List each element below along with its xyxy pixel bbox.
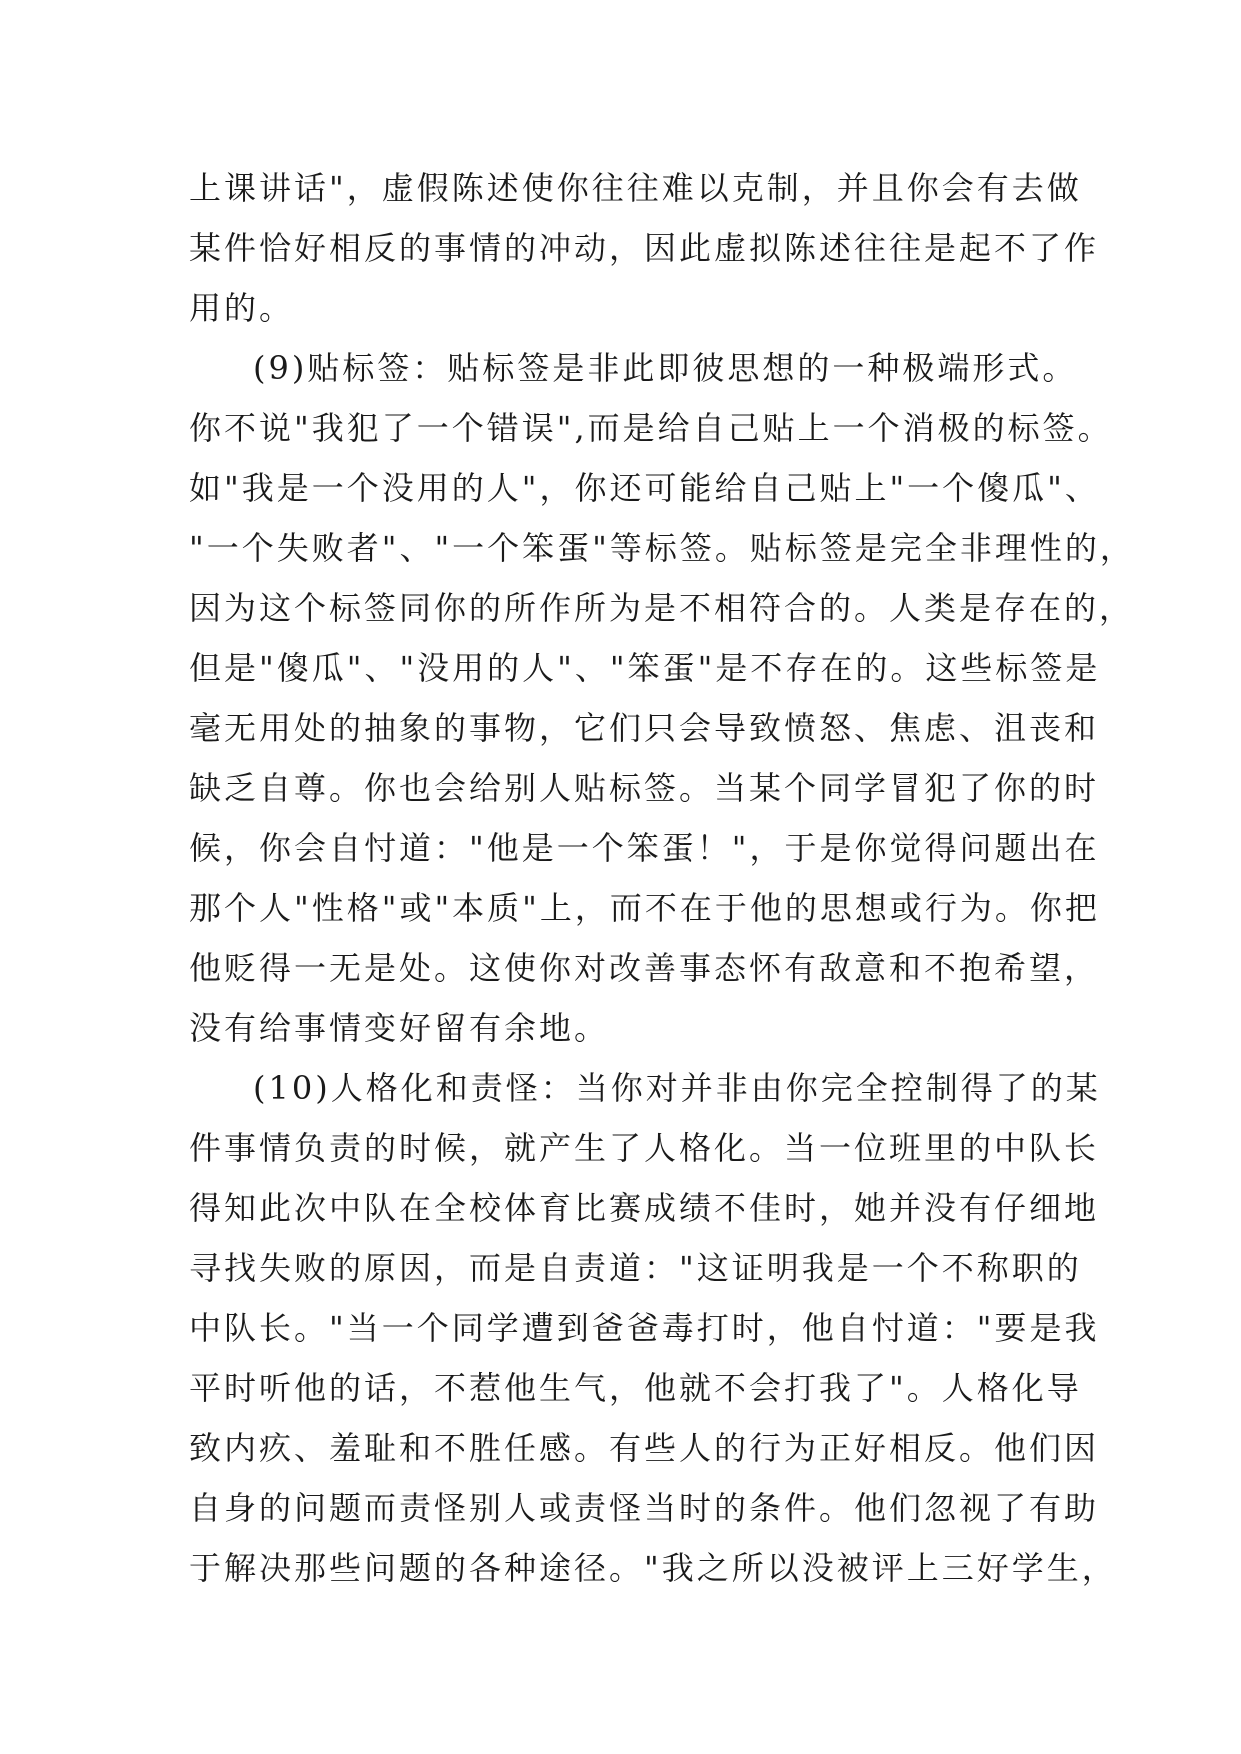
- text-line-6: 如"我是一个没用的人"，你还可能给自己贴上"一个傻瓜"、: [189, 469, 1100, 507]
- paragraph-9-heading-line: (9)贴标签：贴标签是非此即彼思想的一种极端形式。: [253, 349, 1078, 387]
- body-text: [189, 158, 1135, 1598]
- text-line-23: 自身的问题而责怪别人或责怪当时的条件。他们忽视了有助: [189, 1489, 1100, 1527]
- text-line-9: 但是"傻瓜"、"没用的人"、"笨蛋"是不存在的。这些标签是: [189, 649, 1101, 687]
- text-line-21: 平时听他的话，不惹他生气，他就不会打我了"。人格化导: [189, 1369, 1082, 1407]
- text-line-14: 他贬得一无是处。这使你对改善事态怀有敌意和不抱希望，: [189, 949, 1100, 987]
- text-line-5: 你不说"我犯了一个错误",而是给自己贴上一个消极的标签。: [189, 409, 1113, 447]
- text-line-1: 上课讲话"，虚假陈述使你往往难以克制，并且你会有去做: [189, 169, 1082, 207]
- text-line-10: 毫无用处的抽象的事物，它们只会导致愤怒、焦虑、沮丧和: [189, 709, 1100, 747]
- text-line-22: 致内疚、羞耻和不胜任感。有些人的行为正好相反。他们因: [189, 1429, 1100, 1467]
- text-line-24: 于解决那些问题的各种途径。"我之所以没被评上三好学生，: [189, 1549, 1117, 1587]
- text-line-19: 寻找失败的原因，而是自责道："这证明我是一个不称职的: [189, 1249, 1082, 1287]
- text-line-18: 得知此次中队在全校体育比赛成绩不佳时，她并没有仔细地: [189, 1189, 1100, 1227]
- text-line-3: 用的。: [189, 289, 295, 327]
- paragraph-10-heading-line: (10)人格化和责怪：当你对并非由你完全控制得了的某: [253, 1069, 1101, 1107]
- text-line-7: "一个失败者"、"一个笨蛋"等标签。贴标签是完全非理性的，: [189, 529, 1135, 567]
- text-line-8: 因为这个标签同你的所作所为是不相符合的。人类是存在的，: [189, 589, 1135, 627]
- text-line-17: 件事情负责的时候，就产生了人格化。当一位班里的中队长: [189, 1129, 1100, 1167]
- text-line-13: 那个人"性格"或"本质"上，而不在于他的思想或行为。你把: [189, 889, 1100, 927]
- text-line-12: 候，你会自忖道："他是一个笨蛋！"，于是你觉得问题出在: [189, 829, 1100, 867]
- text-line-2: 某件恰好相反的事情的冲动，因此虚拟陈述往往是起不了作: [189, 229, 1100, 267]
- text-line-20: 中队长。"当一个同学遭到爸爸毒打时，他自忖道："要是我: [189, 1309, 1100, 1347]
- text-line-15: 没有给事情变好留有余地。: [189, 1009, 610, 1047]
- text-line-11: 缺乏自尊。你也会给别人贴标签。当某个同学冒犯了你的时: [189, 769, 1100, 807]
